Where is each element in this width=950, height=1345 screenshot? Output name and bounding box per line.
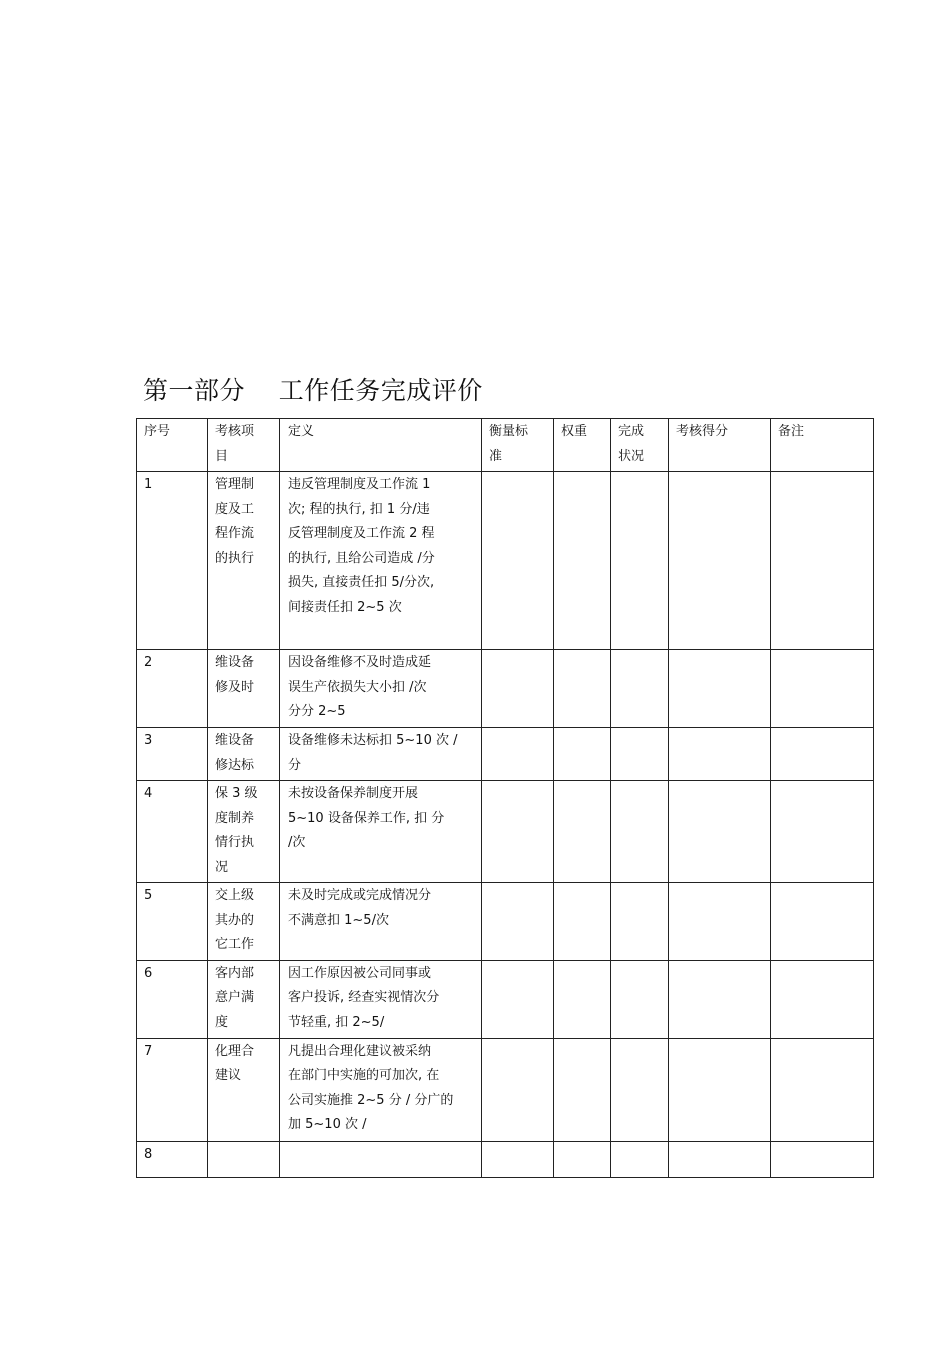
- cell-status: [611, 781, 669, 883]
- cell-weight: [554, 472, 611, 650]
- table-row: [137, 883, 874, 961]
- cell-standard: [482, 781, 554, 883]
- cell-note: [771, 883, 874, 961]
- cell-definition: 违反管理制度及工作流 1 次; 程的执行, 扣 1 分/违 反管理制度及工作流 2 程 的执行, 且给公司造成 /分 损失, 直接责任扣 5/分次, 间接责任扣 2~5 次: [280, 472, 482, 650]
- header-item: 考核项 目: [208, 419, 280, 472]
- cell-seq: 1: [137, 472, 208, 650]
- cell-note: [771, 728, 874, 781]
- cell-standard: [482, 883, 554, 961]
- cell-note: [771, 1141, 874, 1177]
- cell-seq: 2: [137, 650, 208, 728]
- table-row: [137, 650, 874, 728]
- cell-note: [771, 1038, 874, 1141]
- cell-seq: 5: [137, 883, 208, 961]
- cell-definition: 因设备维修不及时造成延 误生产依损失大小扣 /次 分分 2~5: [280, 650, 482, 728]
- header-status: 完成 状况: [611, 419, 669, 472]
- cell-seq: 6: [137, 960, 208, 1038]
- cell-seq: 7: [137, 1038, 208, 1141]
- cell-score: [669, 650, 771, 728]
- cell-standard: [482, 960, 554, 1038]
- cell-score: [669, 472, 771, 650]
- cell-item: 化理合 建议: [208, 1038, 280, 1141]
- cell-item: 维设备 修及时: [208, 650, 280, 728]
- cell-item: 交上级 其办的 它工作: [208, 883, 280, 961]
- header-score: 考核得分: [669, 419, 771, 472]
- cell-weight: [554, 728, 611, 781]
- cell-definition: [280, 1141, 482, 1177]
- cell-item: 维设备 修达标: [208, 728, 280, 781]
- cell-score: [669, 1038, 771, 1141]
- cell-item: 管理制 度及工 程作流 的执行: [208, 472, 280, 650]
- cell-note: [771, 960, 874, 1038]
- cell-definition: 因工作原因被公司同事或 客户投诉, 经查实视情次分 节轻重, 扣 2~5/: [280, 960, 482, 1038]
- cell-status: [611, 728, 669, 781]
- cell-status: [611, 883, 669, 961]
- header-definition: 定义: [280, 419, 482, 472]
- cell-standard: [482, 472, 554, 650]
- cell-status: [611, 650, 669, 728]
- cell-weight: [554, 883, 611, 961]
- cell-item: 保 3 级 度制养 情行执 况: [208, 781, 280, 883]
- cell-status: [611, 1038, 669, 1141]
- cell-definition: 凡提出合理化建议被采纳 在部门中实施的可加次, 在 公司实施推 2~5 分 / 分广的 加 5~10 次 /: [280, 1038, 482, 1141]
- cell-note: [771, 472, 874, 650]
- cell-standard: [482, 728, 554, 781]
- header-seq: 序号: [137, 419, 208, 472]
- cell-score: [669, 960, 771, 1038]
- cell-standard: [482, 650, 554, 728]
- cell-definition: 未按设备保养制度开展 5~10 设备保养工作, 扣 分 /次: [280, 781, 482, 883]
- header-standard: 衡量标 准: [482, 419, 554, 472]
- cell-note: [771, 781, 874, 883]
- cell-standard: [482, 1038, 554, 1141]
- evaluation-table: [136, 418, 874, 1178]
- page-title: 第一部分 工作任务完成评价: [143, 376, 483, 405]
- cell-weight: [554, 1141, 611, 1177]
- table-header-row: [137, 419, 874, 472]
- table-row: [137, 472, 874, 650]
- cell-score: [669, 781, 771, 883]
- cell-status: [611, 472, 669, 650]
- table-row: [137, 728, 874, 781]
- cell-definition: 未及时完成或完成情况分 不满意扣 1~5/次: [280, 883, 482, 961]
- cell-score: [669, 883, 771, 961]
- cell-item: 客内部 意户满 度: [208, 960, 280, 1038]
- table-row: [137, 960, 874, 1038]
- cell-item: [208, 1141, 280, 1177]
- cell-weight: [554, 781, 611, 883]
- header-weight: 权重: [554, 419, 611, 472]
- cell-score: [669, 1141, 771, 1177]
- cell-seq: 3: [137, 728, 208, 781]
- cell-seq: 4: [137, 781, 208, 883]
- table-row: [137, 781, 874, 883]
- table-row: [137, 1141, 874, 1177]
- cell-status: [611, 1141, 669, 1177]
- header-note: 备注: [771, 419, 874, 472]
- cell-score: [669, 728, 771, 781]
- cell-weight: [554, 650, 611, 728]
- table-row: [137, 1038, 874, 1141]
- cell-weight: [554, 1038, 611, 1141]
- cell-definition: 设备维修未达标扣 5~10 次 / 分: [280, 728, 482, 781]
- cell-weight: [554, 960, 611, 1038]
- cell-status: [611, 960, 669, 1038]
- cell-note: [771, 650, 874, 728]
- cell-seq: 8: [137, 1141, 208, 1177]
- cell-standard: [482, 1141, 554, 1177]
